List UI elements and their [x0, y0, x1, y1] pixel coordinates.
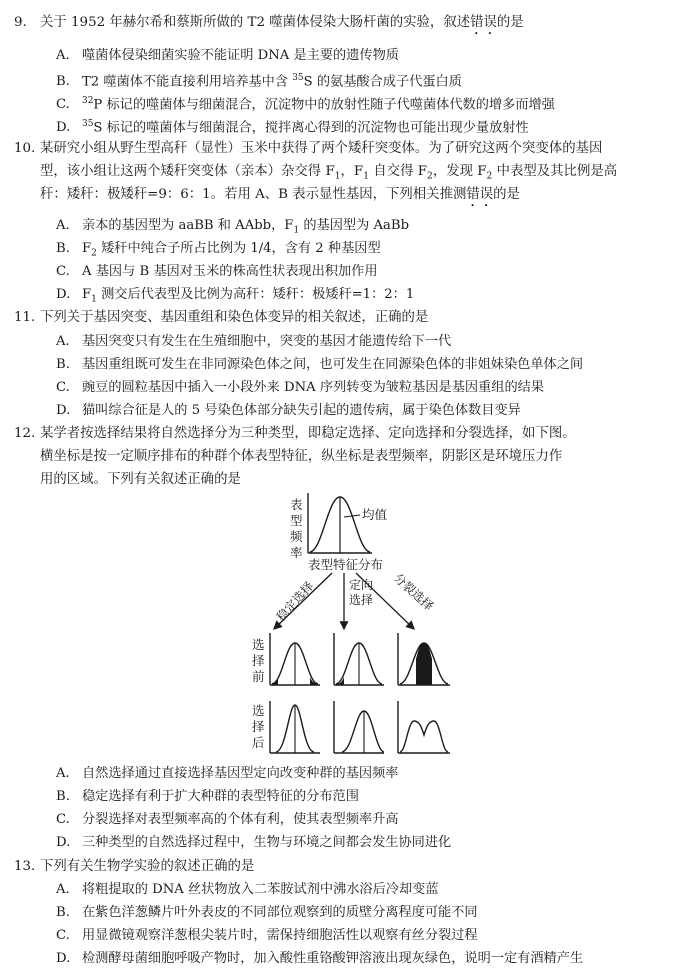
option-text: T2 噬菌体不能直接利用培养基中含	[82, 74, 293, 90]
ylabel-char-2: 型	[290, 513, 303, 528]
q13-stem-text: 下列有关生物学实验的叙述正确的是	[40, 859, 255, 874]
q10-option-c	[56, 261, 682, 282]
ylabel-char-1: 表	[290, 497, 303, 512]
after-stabilizing	[270, 701, 320, 753]
q12-stem-line1	[14, 423, 682, 444]
option-label: C.	[56, 812, 70, 827]
option-label: C.	[56, 264, 70, 279]
selection-diagram	[252, 489, 478, 761]
q12-option-a	[56, 763, 682, 784]
option-text: 测交后代表型及比例为高秆：矮秆：极矮秆=1：2：1	[96, 287, 415, 302]
isotope-sup: 35	[292, 73, 304, 83]
q12-option-d	[56, 832, 682, 853]
option-label: C.	[56, 928, 70, 943]
option-text: 稳定选择有利于扩大种群的表型特征的分布范围	[82, 789, 359, 804]
option-label: B.	[56, 74, 70, 90]
option-text: 三种类型的自然选择过程中，生物与环境之间都会发生协同进化	[82, 835, 452, 850]
option-label: B.	[56, 357, 70, 372]
option-label: A.	[56, 48, 70, 63]
option-label: B.	[56, 905, 70, 920]
subscript: 2	[91, 248, 97, 259]
option-text: 的基因型为 AaBb	[299, 218, 410, 233]
option-label: D.	[56, 120, 71, 136]
q9-option-d	[56, 114, 682, 138]
after-directional	[334, 701, 384, 753]
subscript: 2	[486, 171, 493, 182]
q10-stem-text: 某研究小组从野生型高秆（显性）玉米中获得了两个矮秆突变体。为了研究这两个突变体的基因	[40, 141, 603, 156]
option-label: A.	[56, 882, 70, 897]
option-text: F	[82, 287, 92, 302]
option-label: D.	[56, 287, 71, 302]
option-text: 猫叫综合征是人的 5 号染色体部分缺失引起的遗传病，属于染色体数目变异	[82, 403, 521, 418]
q11-stem-text: 下列关于基因突变、基因重组和染色体变异的相关叙述，正确的是	[40, 310, 429, 325]
q9-stem-text: 关于 1952 年赫尔希和蔡斯所做的 T2 噬菌体侵染大肠杆菌的实验，叙述	[40, 15, 471, 30]
option-label: A.	[56, 766, 70, 781]
option-label: B.	[56, 789, 70, 804]
option-text: 检测酵母菌细胞呼吸产物时，加入酸性重铬酸钾溶液出现灰绿色，说明一定有酒精产生	[82, 951, 584, 966]
label-disruptive: 分裂选择	[390, 570, 437, 614]
q13-option-b	[56, 902, 682, 923]
label-directional-2: 选择	[349, 593, 374, 607]
ylabel-char-3: 频	[290, 529, 303, 544]
q13-option-a	[56, 879, 682, 900]
row-before-3: 前	[252, 669, 265, 684]
option-text: S 的氨基酸合成子代蛋白质	[303, 74, 462, 90]
q9-option-b	[56, 68, 682, 92]
before-stabilizing	[270, 633, 320, 685]
q13-option-c	[56, 925, 682, 946]
before-disruptive	[398, 633, 450, 685]
q10-number: 10.	[14, 141, 36, 156]
q12-option-b	[56, 786, 682, 807]
q13-number: 13.	[14, 859, 36, 874]
option-text: 在紫色洋葱鳞片叶外表皮的不同部位观察到的质壁分离程度可能不同	[82, 905, 478, 920]
q12-number: 12.	[14, 426, 36, 441]
option-label: B.	[56, 241, 70, 256]
q10-stem-text: ，F	[340, 164, 364, 179]
row-after-3: 后	[252, 735, 265, 750]
q13-stem	[14, 856, 682, 877]
option-text: 用显微镜观察洋葱根尖装片时，需保持细胞活性以观察有丝分裂过程	[82, 928, 478, 943]
option-text: 将粗提取的 DNA 丝状物放入二苯胺试剂中沸水浴后冷却变蓝	[82, 882, 439, 897]
q9-stem-end: 的是	[496, 15, 524, 30]
isotope-sup: 32	[82, 96, 94, 106]
subscript: 1	[293, 225, 300, 236]
q10-stem-text: ，发现 F	[432, 164, 487, 179]
option-text: F	[82, 241, 92, 256]
label-stabilizing: 稳定选择	[273, 578, 317, 625]
after-disruptive	[398, 701, 450, 753]
option-text: P 标记的噬菌体与细菌混合，沉淀物中的放射性随子代噬菌体代数的增多而增强	[93, 97, 555, 113]
before-directional	[334, 633, 384, 685]
q12-stem-text: 用的区域。下列有关叙述正确的是	[40, 472, 241, 487]
q11-option-c	[56, 377, 682, 398]
q9-option-c	[56, 91, 682, 115]
q11-option-b	[56, 354, 682, 375]
q10-stem-text: 自交得 F	[369, 164, 428, 179]
mean-label: 均值	[362, 507, 388, 522]
option-label: D.	[56, 835, 71, 850]
option-text: A 基因与 B 基因对玉米的株高性状表现出积加作用	[82, 264, 378, 279]
row-after-1: 选	[252, 703, 265, 718]
q11-stem	[14, 307, 682, 328]
option-label: D.	[56, 951, 71, 966]
q10-emphasis: 错误	[466, 187, 494, 202]
option-label: A.	[56, 334, 70, 349]
q9-number: 9.	[14, 15, 27, 30]
q10-stem-text: 中表型及其比例是高	[492, 164, 618, 179]
subscript: 1	[91, 294, 97, 305]
option-text: S 标记的噬菌体与细菌混合，搅拌离心得到的沉淀物也可能出现少量放射性	[93, 120, 529, 136]
q12-stem-line2	[40, 446, 682, 467]
ylabel-char-4: 率	[290, 545, 303, 560]
q10-stem-end: 的是	[493, 187, 520, 202]
label-directional-1: 定向	[349, 578, 374, 592]
option-text: 自然选择通过直接选择基因型定向改变种群的基因频率	[82, 766, 399, 781]
q13-option-d	[56, 948, 682, 969]
q12-stem-text: 某学者按选择结果将自然选择分为三种类型，即稳定选择、定向选择和分裂选择，如下图。	[40, 426, 576, 441]
option-text: 基因突变只有发生在生殖细胞中，突变的基因才能遗传给下一代	[82, 334, 452, 349]
option-text: 基因重组既可发生在非同源染色体之间，也可发生在同源染色体的非姐妹染色单体之间	[82, 357, 584, 372]
option-label: C.	[56, 97, 70, 113]
option-text: 亲本的基因型为 aaBB 和 AAbb，F	[82, 218, 294, 233]
q10-stem-line3	[40, 184, 682, 210]
q12-stem-text: 横坐标是按一定顺序排布的种群个体表型特征，纵坐标是表型频率，阴影区是环境压力作	[40, 449, 563, 464]
q9-emphasis: 错误	[470, 15, 497, 30]
option-text: 分裂选择对表型频率高的个体有利，使其表型频率升高	[82, 812, 399, 827]
q10-stem-line1	[14, 138, 682, 159]
row-before-2: 择	[252, 653, 265, 668]
isotope-sup: 35	[82, 119, 94, 129]
option-label: C.	[56, 380, 70, 395]
option-text: 噬菌体侵染细菌实验不能证明 DNA 是主要的遗传物质	[82, 48, 399, 63]
q12-stem-line3	[40, 469, 682, 490]
q11-option-a	[56, 331, 682, 352]
option-label: D.	[56, 403, 71, 418]
xlabel: 表型特征分布	[308, 557, 384, 572]
q10-stem-text: 秆：矮秆：极矮秆=9：6：1。若用 A、B 表示显性基因，下列相关推测	[40, 187, 467, 202]
option-text: 矮秆中纯合子所占比例为 1/4，含有 2 种基因型	[96, 241, 381, 256]
q10-stem-text: 型，该小组让这两个矮秆突变体（亲本）杂交得 F	[40, 164, 335, 179]
option-text: 豌豆的圆粒基因中插入一小段外来 DNA 序列转变为皱粒基因是基因重组的结果	[82, 380, 545, 395]
q12-option-c	[56, 809, 682, 830]
q11-number: 11.	[14, 310, 36, 325]
subscript: 2	[427, 171, 433, 182]
q9-stem	[14, 12, 682, 38]
subscript: 1	[363, 171, 370, 182]
row-after-2: 择	[252, 719, 265, 734]
q9-option-a	[56, 45, 682, 66]
option-label: A.	[56, 218, 70, 233]
subscript: 1	[334, 171, 341, 182]
row-before-1: 选	[252, 637, 265, 652]
q11-option-d	[56, 400, 682, 421]
